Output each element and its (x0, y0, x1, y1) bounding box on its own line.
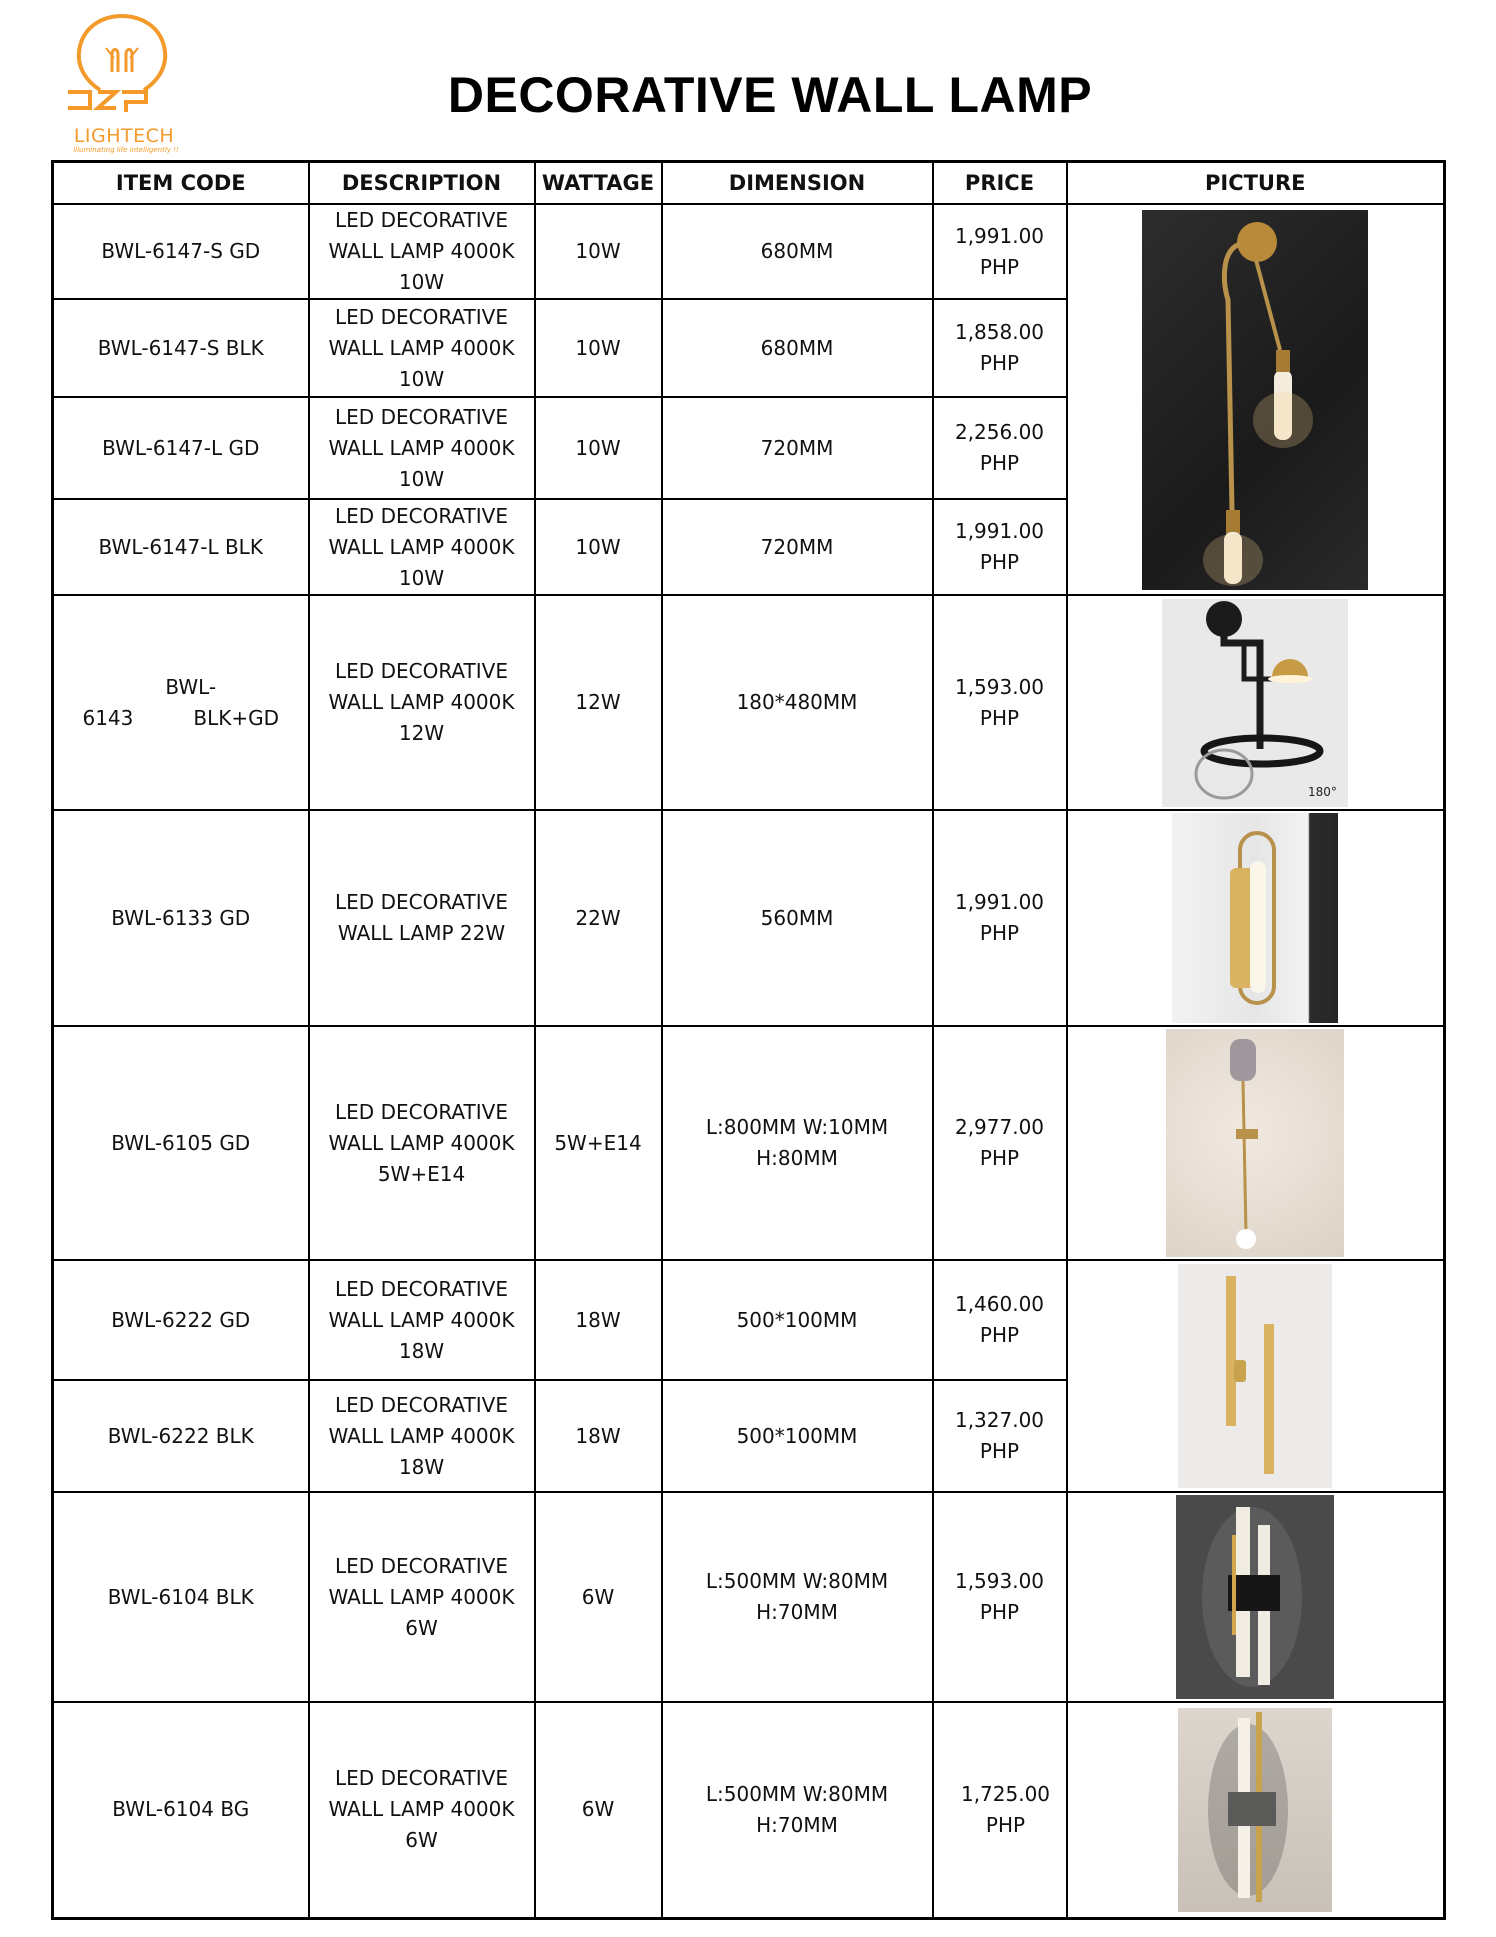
description: LED DECORATIVE WALL LAMP 4000K 6W (309, 1492, 535, 1702)
description: LED DECORATIVE WALL LAMP 4000K 12W (309, 595, 535, 810)
wattage: 10W (535, 397, 662, 499)
wattage: 10W (535, 299, 662, 397)
description: LED DECORATIVE WALL LAMP 4000K 10W (309, 299, 535, 397)
table-row (53, 595, 1445, 810)
dimension: 500*100MM (662, 1380, 933, 1492)
page-title: DECORATIVE WALL LAMP (447, 67, 1093, 123)
lamp-photo-bwl-6104-bg (1178, 1708, 1332, 1912)
wattage: 10W (535, 499, 662, 595)
description: LED DECORATIVE WALL LAMP 4000K 10W (309, 499, 535, 595)
product-picture (1067, 1702, 1445, 1918)
lightbulb-logo-icon (62, 12, 182, 127)
price: 1,593.00 PHP (933, 595, 1067, 810)
dimension: 680MM (662, 299, 933, 397)
lamp-photo-bwl-6133 (1172, 813, 1338, 1023)
item-code: BWL-6133 GD (53, 810, 309, 1026)
header-price: PRICE (933, 162, 1067, 205)
item-code: BWL-6104 BLK (53, 1492, 309, 1702)
lamp-photo-bwl-6143 (1162, 599, 1348, 807)
black-block-wall-lamp-icon (1176, 1495, 1334, 1699)
table-row (53, 1260, 1445, 1380)
header-description: DESCRIPTION (309, 162, 535, 205)
price: 2,977.00 PHP (933, 1026, 1067, 1260)
logo-tagline: illuminating life intelligently !! (73, 146, 179, 154)
lamp-photo-bwl-6222 (1178, 1264, 1332, 1488)
stick-wall-lamp-icon (1166, 1029, 1344, 1257)
description: LED DECORATIVE WALL LAMP 22W (309, 810, 535, 1026)
table-row (53, 1702, 1445, 1918)
table-row (53, 1026, 1445, 1260)
price: 1,327.00 PHP (933, 1380, 1067, 1492)
price: 1,991.00 PHP (933, 499, 1067, 595)
item-code: BWL-6104 BG (53, 1702, 309, 1918)
price: 1,991.00 PHP (933, 204, 1067, 299)
lamp-photo-bwl-6104-blk (1176, 1495, 1334, 1699)
dimension: 680MM (662, 204, 933, 299)
item-code: BWL-6147-L BLK (53, 499, 309, 595)
oval-frame-wall-lamp-icon (1172, 813, 1338, 1023)
header-dimension: DIMENSION (662, 162, 933, 205)
price: 2,256.00 PHP (933, 397, 1067, 499)
product-picture (1067, 1026, 1445, 1260)
item-code: BWL-6222 GD (53, 1260, 309, 1380)
header-wattage: WATTAGE (535, 162, 662, 205)
item-code: BWL-6105 GD (53, 1026, 309, 1260)
description: LED DECORATIVE WALL LAMP 4000K 10W (309, 397, 535, 499)
item-code: BWL-6143 BLK+GD (53, 595, 309, 810)
product-table (51, 160, 1446, 1920)
lamp-photo-bwl-6105 (1166, 1029, 1344, 1257)
item-code: BWL-6222 BLK (53, 1380, 309, 1492)
wattage: 5W+E14 (535, 1026, 662, 1260)
wattage: 22W (535, 810, 662, 1026)
wattage: 6W (535, 1492, 662, 1702)
wattage: 6W (535, 1702, 662, 1918)
description: LED DECORATIVE WALL LAMP 4000K 18W (309, 1380, 535, 1492)
item-code: BWL-6147-S GD (53, 204, 309, 299)
ring-wall-lamp-icon (1162, 599, 1348, 807)
rotation-label: 180° (1308, 784, 1338, 799)
wattage: 12W (535, 595, 662, 810)
product-picture (1067, 1260, 1445, 1492)
lamp-photo-bwl-6147 (1142, 210, 1368, 590)
price: 1,460.00 PHP (933, 1260, 1067, 1380)
item-code: BWL-6147-L GD (53, 397, 309, 499)
price: 1,858.00 PHP (933, 299, 1067, 397)
logo-wordmark: LIGHTECH (73, 125, 175, 147)
wattage: 10W (535, 204, 662, 299)
description: LED DECORATIVE WALL LAMP 4000K 10W (309, 204, 535, 299)
item-code: BWL-6147-S BLK (53, 299, 309, 397)
product-picture (1067, 810, 1445, 1026)
product-picture (1067, 595, 1445, 810)
table-row (53, 1492, 1445, 1702)
product-picture (1067, 1492, 1445, 1702)
price: 1,593.00 PHP (933, 1492, 1067, 1702)
dimension: 720MM (662, 397, 933, 499)
wattage: 18W (535, 1260, 662, 1380)
header-picture: PICTURE (1067, 162, 1445, 205)
dimension: L:500MM W:80MM H:70MM (662, 1702, 933, 1918)
price: 1,725.00 PHP (933, 1702, 1067, 1918)
header-item-code: ITEM CODE (53, 162, 309, 205)
wattage: 18W (535, 1380, 662, 1492)
dimension: 500*100MM (662, 1260, 933, 1380)
description: LED DECORATIVE WALL LAMP 4000K 18W (309, 1260, 535, 1380)
description: LED DECORATIVE WALL LAMP 4000K 5W+E14 (309, 1026, 535, 1260)
grey-block-wall-lamp-icon (1178, 1708, 1332, 1912)
dimension: 180*480MM (662, 595, 933, 810)
description: LED DECORATIVE WALL LAMP 4000K 6W (309, 1702, 535, 1918)
dimension: L:800MM W:10MM H:80MM (662, 1026, 933, 1260)
company-logo (62, 12, 182, 154)
dimension: 720MM (662, 499, 933, 595)
table-row (53, 204, 1445, 299)
table-row (53, 810, 1445, 1026)
product-picture (1067, 204, 1445, 595)
dimension: 560MM (662, 810, 933, 1026)
price: 1,991.00 PHP (933, 810, 1067, 1026)
table-header-row (53, 162, 1445, 205)
dimension: L:500MM W:80MM H:70MM (662, 1492, 933, 1702)
pendant-wall-lamp-icon (1142, 210, 1368, 590)
double-bar-wall-lamp-icon (1178, 1264, 1332, 1488)
